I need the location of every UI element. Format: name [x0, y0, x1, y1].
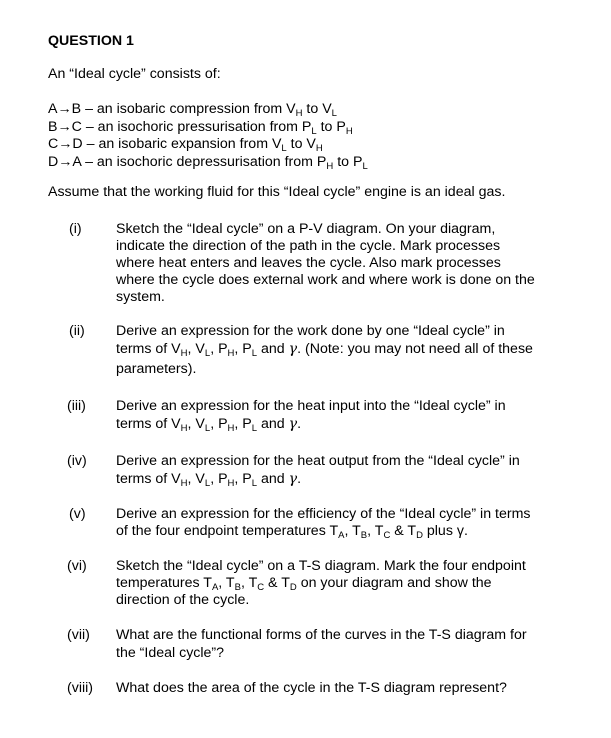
part-number: (ii)	[69, 323, 85, 339]
process-bc: B→C – an isochoric pressurisation from $P_L$ to $P_H$	[48, 118, 353, 137]
part-text: Sketch the “Ideal cycle” on a P-V diagram. On your diagram, indicate the direction of the path in the cycle. Mark processes where heat enters and leaves the cycle. Also mark processes where the cycle does external work and where work is done on the system.	[116, 221, 535, 305]
part-text: What are the functional forms of the curves in the T-S diagram for the “Ideal cycle”?	[116, 627, 527, 661]
question-title: QUESTION 1	[48, 33, 134, 49]
part-number: (vii)	[67, 627, 90, 643]
gamma-symbol: γ	[288, 416, 298, 432]
assumption-text: Assume that the working fluid for this “Ideal cycle” engine is an ideal gas.	[48, 184, 506, 200]
process-ab: A→B – an isobaric compression from $V_H$ to $V_L$	[48, 101, 337, 119]
part-number: (viii)	[67, 680, 93, 696]
process-cd: C→D – an isobaric expansion from $V_L$ to $V_H$	[48, 136, 323, 154]
part-text: Derive an expression for the work done by one “Ideal cycle” in terms of $V_H$, $V_L$, $P_H$, $P_L$ and γ. (Note: you may not need all of these parameters).	[116, 323, 533, 377]
part-text: Derive an expression for the efficiency of the “Ideal cycle” in terms of the four endpoint temperatures $T_A$, $T_B$, $T_C$ & $T_D$ plus γ.	[116, 506, 531, 541]
part-text: Derive an expression for the heat output from the “Ideal cycle” in terms of $V_H$, $V_L$, $P_H$, $P_L$ and γ.	[116, 453, 520, 489]
process-list	[48, 101, 368, 171]
part-number: (iii)	[67, 398, 86, 414]
process-da: D→A – an isochoric depressurisation from $P_H$ to $P_L$	[48, 153, 368, 172]
gamma-symbol: γ	[288, 341, 298, 357]
gamma-symbol: γ	[288, 471, 298, 487]
part-number: (i)	[69, 221, 82, 237]
part-number: (vi)	[67, 558, 87, 574]
part-text: Derive an expression for the heat input into the “Ideal cycle” in terms of $V_H$, $V_L$, $P_H$, $P_L$ and γ.	[116, 398, 506, 434]
intro-text: An “Ideal cycle” consists of:	[48, 66, 221, 82]
part-number: (v)	[69, 506, 86, 522]
part-number: (iv)	[67, 453, 87, 469]
part-text: Sketch the “Ideal cycle” on a T-S diagram. Mark the four endpoint temperatures $T_A$, $T_B$, $T_C$ & $T_D$ on your diagram and show the direction of the cycle.	[116, 558, 526, 608]
part-text: What does the area of the cycle in the T-S diagram represent?	[116, 680, 507, 696]
